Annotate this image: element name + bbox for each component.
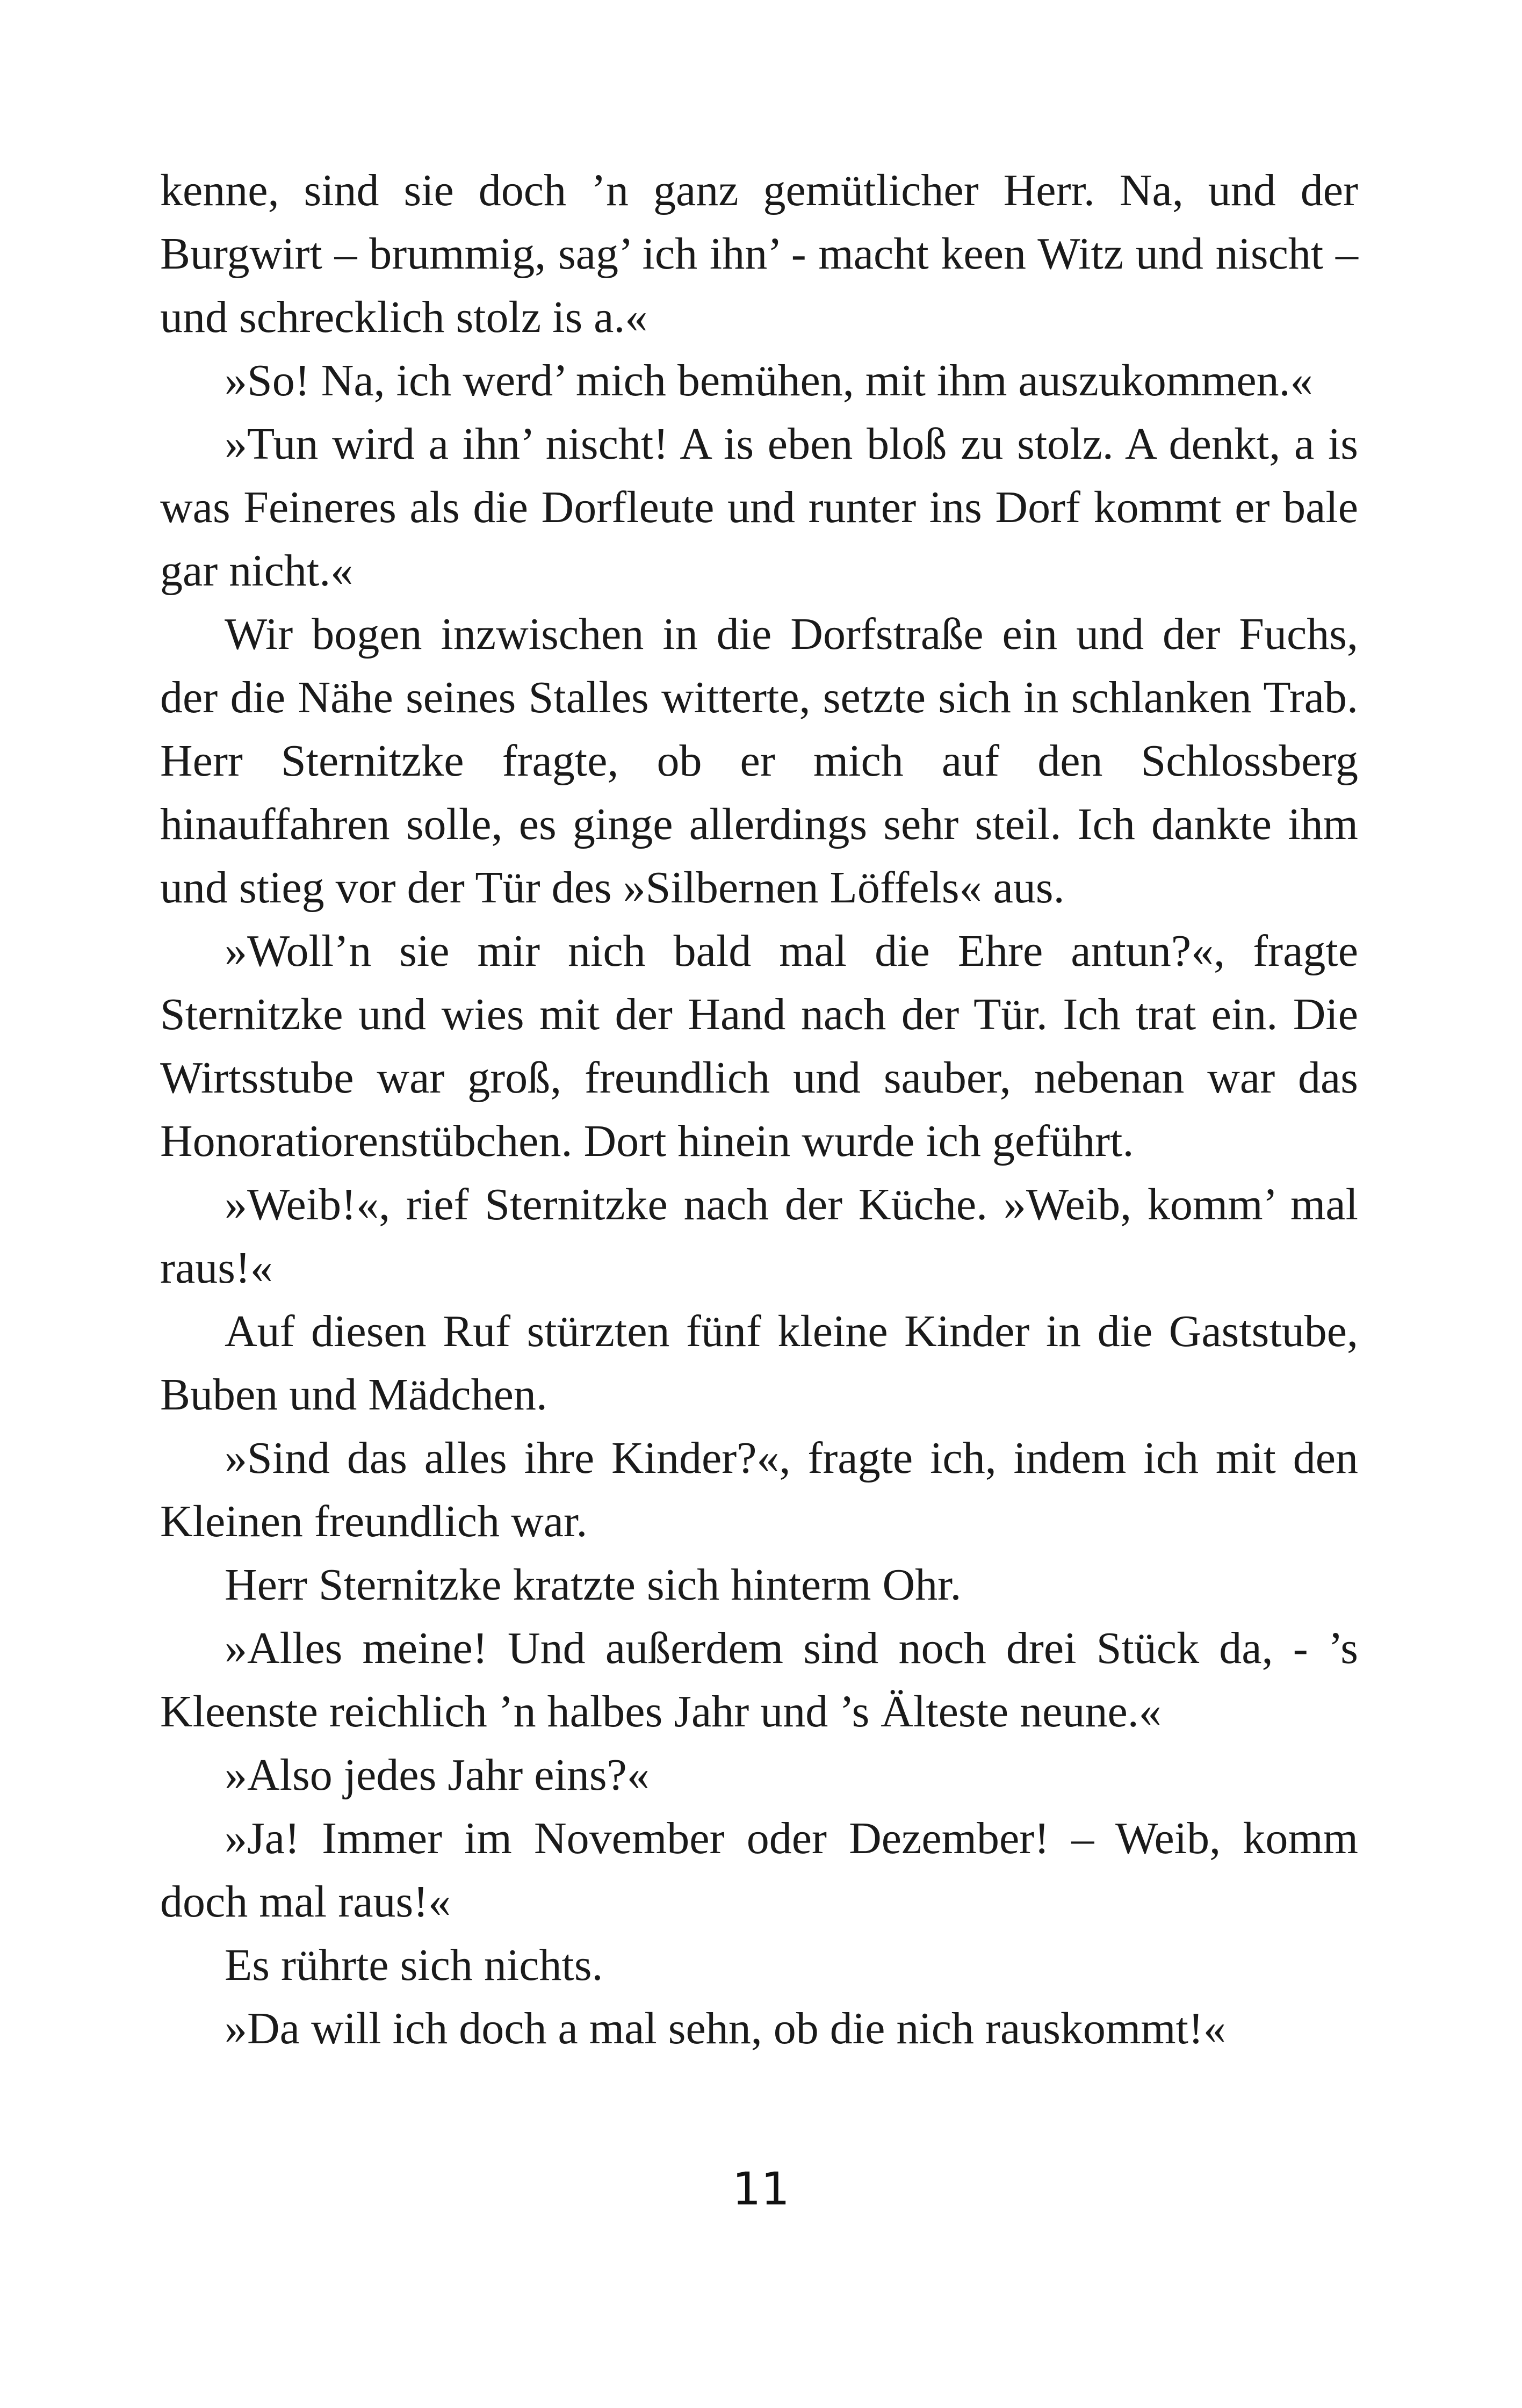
paragraph: »Weib!«, rief Sternitzke nach der Küche. »Weib, komm’ mal raus!« [160, 1180, 1358, 1293]
paragraph: Herr Sternitzke kratzte sich hinterm Ohr. [225, 1560, 962, 1610]
paragraph: »Alles meine! Und außerdem sind noch drei Stück da, - ’s Kleenste reichlich ’n halbes Jahr und ’s Älteste neune.« [160, 1623, 1358, 1737]
page-number: 11 [732, 2163, 790, 2215]
page-body [160, 159, 1358, 2060]
paragraph: »Da will ich doch a mal sehn, ob die nich rauskommt!« [225, 2004, 1226, 2053]
paragraph: »Sind das alles ihre Kinder?«, fragte ich, indem ich mit den Kleinen freundlich war. [160, 1433, 1358, 1546]
paragraph: Es rührte sich nichts. [225, 1940, 603, 1990]
paragraph: »Woll’n sie mir nich bald mal die Ehre antun?«, fragte Sternitzke und wies mit der Hand nach der Tür. Ich trat ein. Die Wirtsstube war groß, freundlich und sauber, nebenan war das Honoratiorenstübchen. Dort hinein wurde ich geführt. [160, 926, 1358, 1166]
paragraph: »So! Na, ich werd’ mich bemühen, mit ihm auszukommen.« [225, 356, 1313, 406]
paragraph: »Ja! Immer im November oder Dezember! – Weib, komm doch mal raus!« [160, 1813, 1358, 1927]
paragraph: kenne, sind sie doch ’n ganz gemütlicher Herr. Na, und der Burgwirt – brummig, sag’ ich ihn’ - macht keen Witz und nischt – und schrecklich stolz is a.« [160, 165, 1358, 342]
paragraph: »Also jedes Jahr eins?« [225, 1750, 650, 1800]
paragraph: »Tun wird a ihn’ nischt! A is eben bloß zu stolz. A denkt, a is was Feineres als die Dorfleute und runter ins Dorf kommt er bale gar nicht.« [160, 419, 1358, 596]
paragraph: Wir bogen inzwischen in die Dorfstraße ein und der Fuchs, der die Nähe seines Stalles witterte, setzte sich in schlanken Trab. Herr Sternitzke fragte, ob er mich auf den Schlossberg hinauffahren solle, es ginge allerdings sehr steil. Ich dankte ihm und stieg vor der Tür des »Silbernen Löffels« aus. [160, 609, 1358, 913]
paragraph: Auf diesen Ruf stürzten fünf kleine Kinder in die Gaststube, Buben und Mädchen. [160, 1306, 1358, 1420]
